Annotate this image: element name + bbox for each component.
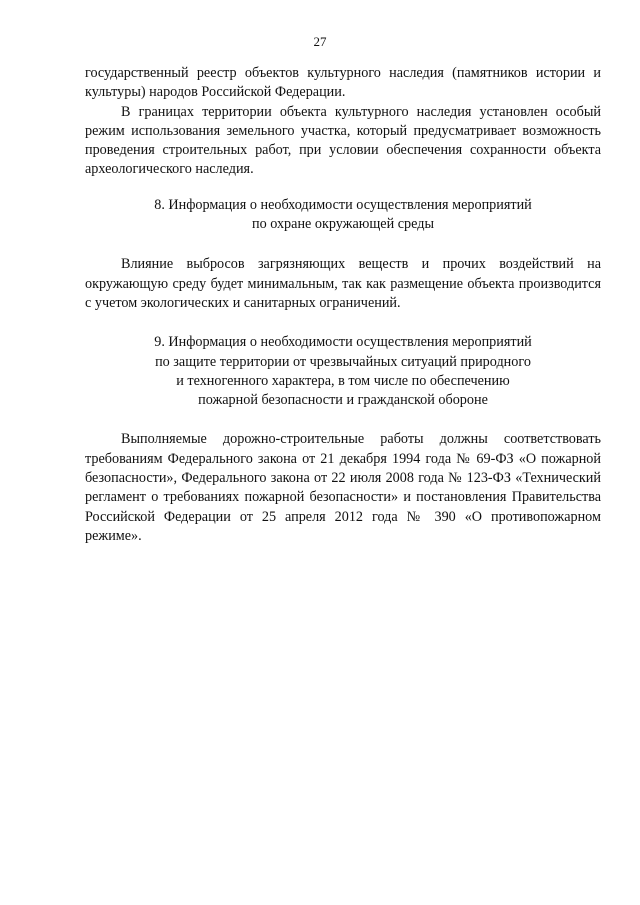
intro-paragraph-1: государственный реестр объектов культурного наследия (памятников истории и культуры) народов Российской Федерации. [85, 65, 601, 101]
page-number: 27 [313, 34, 327, 49]
document-body [85, 64, 601, 546]
section-9-paragraph: Выполняемые дорожно-строительные работы должны соответствовать требованиям Федерального закона от 21 декабря 1994 года № 69-ФЗ «О пожарной безопасности», Федерального закона от 22 июля 2008 года № 123-ФЗ «Технический регламент о требованиях пожарной безопасности» и постановления Правительства Российской Федерации от 25 апреля 2012 года № 390 «О противопожарном режиме». [85, 431, 601, 544]
section-8-heading [85, 196, 601, 235]
section-9-heading [85, 333, 601, 410]
section-8-heading-line: 8. Информация о необходимости осуществления мероприятий [154, 196, 532, 213]
section-9-heading-line: и техногенного характера, в том числе по обеспечению [176, 372, 510, 389]
section-8-heading-line: по охране окружающей среды [251, 216, 434, 233]
section-8-paragraph: Влияние выбросов загрязняющих веществ и прочих воздействий на окружающую среду будет минимальным, так как размещение объекта производится с учетом экологических и санитарных ограничений. [85, 256, 601, 311]
section-9-heading-line: по защите территории от чрезвычайных ситуаций природного [155, 353, 531, 370]
section-9-heading-line: пожарной безопасности и гражданской обороне [198, 392, 488, 409]
section-9-heading-line: 9. Информация о необходимости осуществления мероприятий [154, 334, 532, 351]
intro-paragraph-2: В границах территории объекта культурного наследия установлен особый режим использования земельного участка, который предусматривает возможность проведения строительных работ, при условии обеспечения сохранности объекта археологического наследия. [85, 103, 601, 178]
